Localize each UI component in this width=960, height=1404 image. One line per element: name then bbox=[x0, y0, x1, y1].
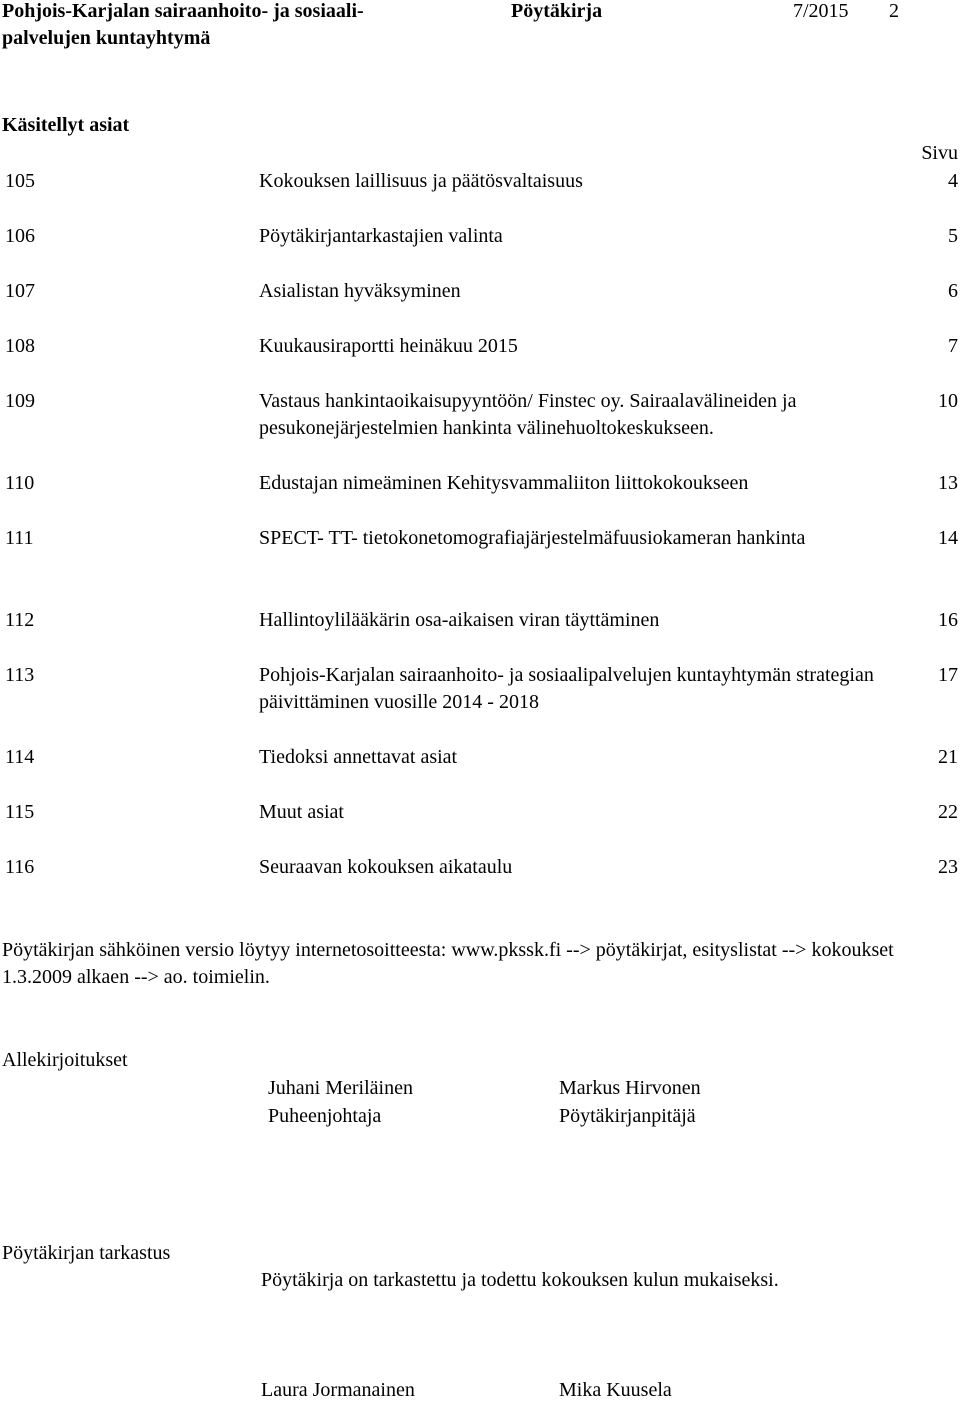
inspector-name: Laura Jormanainen bbox=[261, 1379, 415, 1401]
toc-item-text: Kuukausiraportti heinäkuu 2015 bbox=[259, 335, 518, 357]
toc-item-page: 16 bbox=[938, 609, 958, 631]
signer-name: Juhani Meriläinen bbox=[268, 1077, 413, 1099]
toc-item-text: SPECT- TT- tietokonetomografiajärjestelmäfuusiokameran hankinta bbox=[259, 527, 806, 549]
electronic-version-note: Pöytäkirjan sähköinen versio löytyy internetosoitteesta: www.pkssk.fi --> pöytäkirjat, esityslistat --> kokoukset 1.3.2009 alkaen --> ao. toimielin. bbox=[2, 939, 894, 988]
toc-item-text: Asialistan hyväksyminen bbox=[259, 280, 461, 302]
toc-item-text: Edustajan nimeäminen Kehitysvammaliiton liittokokoukseen bbox=[259, 472, 749, 494]
toc-item-text: Kokouksen laillisuus ja päätösvaltaisuus bbox=[259, 170, 583, 192]
toc-item-page: 5 bbox=[948, 225, 958, 247]
toc-item-page: 4 bbox=[948, 170, 958, 192]
toc-item-number: 113 bbox=[5, 664, 35, 686]
toc-item-text: Tiedoksi annettavat asiat bbox=[259, 746, 458, 768]
toc-item-text: Pöytäkirjantarkastajien valinta bbox=[259, 225, 503, 247]
toc-item-number: 109 bbox=[5, 390, 35, 412]
toc-item-page: 14 bbox=[938, 527, 958, 549]
toc-item-number: 107 bbox=[5, 280, 35, 302]
toc-item-number: 112 bbox=[5, 609, 35, 631]
page-number: 2 bbox=[889, 0, 899, 22]
toc-item-page: 23 bbox=[938, 856, 958, 878]
toc-item-page: 10 bbox=[938, 390, 958, 412]
toc-item-text: Pohjois-Karjalan sairaanhoito- ja sosiaalipalvelujen kuntayhtymän strategian päivittäminen vuosille 2014 - 2018 bbox=[259, 664, 874, 713]
toc-item-number: 114 bbox=[5, 746, 35, 768]
toc-item-text: Vastaus hankintaoikaisupyyntöön/ Finstec oy. Sairaalavälineiden ja pesukonejärjestelmien hankinta välinehuoltokeskukseen. bbox=[259, 390, 797, 439]
toc-item-text: Seuraavan kokouksen aikataulu bbox=[259, 856, 513, 878]
toc-item-number: 108 bbox=[5, 335, 35, 357]
toc-item-text: Hallintoylilääkärin osa-aikaisen viran täyttäminen bbox=[259, 609, 660, 631]
organization-name: Pohjois-Karjalan sairaanhoito- ja sosiaali-palvelujen kuntayhtymä bbox=[2, 0, 364, 49]
inspector-name: Mika Kuusela bbox=[559, 1379, 672, 1401]
document-type: Pöytäkirja bbox=[511, 0, 603, 22]
toc-title: Käsitellyt asiat bbox=[2, 114, 130, 136]
toc-item-page: 21 bbox=[938, 746, 958, 768]
toc-item-number: 106 bbox=[5, 225, 35, 247]
toc-item-page: 6 bbox=[948, 280, 958, 302]
toc-item-number: 115 bbox=[5, 801, 35, 823]
toc-item-page: 22 bbox=[938, 801, 958, 823]
inspection-label: Pöytäkirjan tarkastus bbox=[2, 1242, 171, 1264]
inspection-statement: Pöytäkirja on tarkastettu ja todettu kokouksen kulun mukaiseksi. bbox=[261, 1269, 779, 1291]
toc-item-page: 13 bbox=[938, 472, 958, 494]
signatures-label: Allekirjoitukset bbox=[2, 1049, 128, 1071]
toc-item-number: 105 bbox=[5, 170, 35, 192]
toc-item-text: Muut asiat bbox=[259, 801, 344, 823]
toc-item-page: 17 bbox=[938, 664, 958, 686]
toc-item-number: 111 bbox=[5, 527, 34, 549]
toc-item-number: 116 bbox=[5, 856, 35, 878]
meeting-number: 7/2015 bbox=[793, 0, 849, 22]
signer-name: Markus Hirvonen bbox=[559, 1077, 701, 1099]
signer-role: Pöytäkirjanpitäjä bbox=[559, 1105, 696, 1127]
toc-page-column-header: Sivu bbox=[921, 142, 958, 164]
signer-role: Puheenjohtaja bbox=[268, 1105, 382, 1127]
toc-item-number: 110 bbox=[5, 472, 35, 494]
toc-item-page: 7 bbox=[948, 335, 958, 357]
